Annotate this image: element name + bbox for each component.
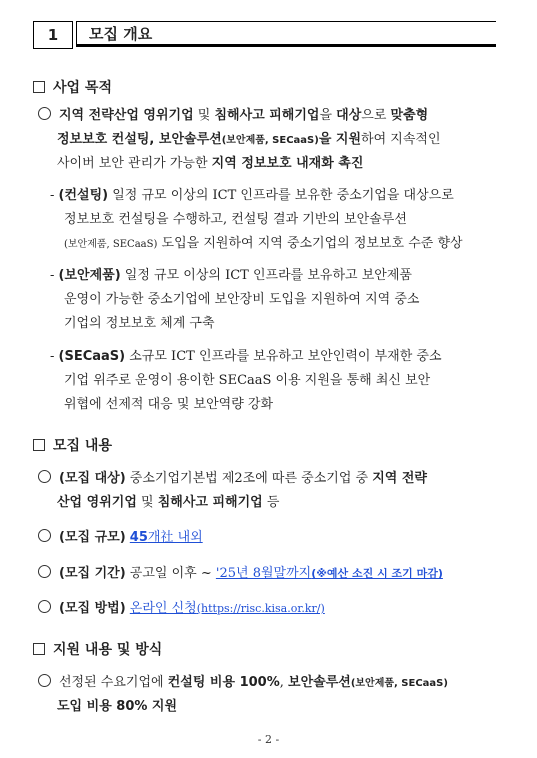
online-apply-link[interactable]: 온라인 신청 — [129, 601, 197, 616]
circle-bullet-icon — [38, 529, 51, 542]
purpose-sub1-line3: (보안제품, SECaaS) 도입을 지원하여 지역 중소기업의 정보보호 수준 향상 — [64, 236, 463, 251]
checkbox-square-icon — [33, 81, 45, 93]
recruit-scale: (모집 규모) 45개社 내외 — [38, 529, 203, 547]
purpose-heading: 사업 목적 — [33, 79, 112, 97]
purpose-main-line2: 정보보호 컨설팅, 보안솔루션(보안제품, SECaaS)을 지원하여 지속적인 — [57, 132, 441, 147]
support-heading: 지원 내용 및 방식 — [33, 641, 162, 659]
recruit-heading: 모집 내용 — [33, 437, 112, 455]
purpose-sub2-line3: 기업의 정보보호 체계 구축 — [64, 316, 215, 331]
purpose-sub3-line3: 위협에 선제적 대응 및 보안역량 강화 — [64, 397, 274, 412]
recruit-target-line2: 산업 영위기업 및 침해사고 피해기업 등 — [57, 495, 280, 510]
circle-bullet-icon — [38, 565, 51, 578]
circle-bullet-icon — [38, 674, 51, 687]
checkbox-square-icon — [33, 643, 45, 655]
section-title: 모집 개요 — [76, 21, 496, 47]
apply-url[interactable]: (https://risc.kisa.or.kr/) — [196, 602, 325, 615]
support-line1: 선정된 수요기업에 컨설팅 비용 100%, 보안솔루션(보안제품, SECaaS) — [38, 674, 448, 693]
section-header — [33, 21, 496, 49]
purpose-sub1-line2: 정보보호 컨설팅을 수행하고, 컨설팅 결과 기반의 보안솔루션 — [64, 212, 407, 227]
checkbox-square-icon — [33, 439, 45, 451]
purpose-sub3-line2: 기업 위주로 운영이 용이한 SECaaS 이용 지원을 통해 최신 보안 — [64, 373, 431, 388]
purpose-sub1-line1: - (컨설팅) 일정 규모 이상의 ICT 인프라를 보유한 중소기업을 대상으로 — [50, 188, 454, 203]
circle-bullet-icon — [38, 107, 51, 120]
section-number: 1 — [33, 21, 73, 49]
circle-bullet-icon — [38, 470, 51, 483]
support-line2: 도입 비용 80% 지원 — [57, 699, 178, 714]
recruit-target-line1: (모집 대상) 중소기업기본법 제2조에 따른 중소기업 중 지역 전략 — [38, 470, 427, 488]
purpose-sub2-line2: 운영이 가능한 중소기업에 보안장비 도입을 지원하여 지역 중소 — [64, 292, 420, 307]
circle-bullet-icon — [38, 600, 51, 613]
purpose-main-line3: 사이버 보안 관리가 가능한 지역 정보보호 내재화 촉진 — [57, 156, 364, 171]
purpose-main-line1: 지역 전략산업 영위기업 및 침해사고 피해기업을 대상으로 맞춤형 — [38, 107, 428, 125]
purpose-sub2-line1: - (보안제품) 일정 규모 이상의 ICT 인프라를 보유하고 보안제품 — [50, 268, 412, 283]
purpose-sub3-line1: - (SECaaS) 소규모 ICT 인프라를 보유하고 보안인력이 부재한 중소 — [50, 349, 442, 364]
recruit-period: (모집 기간) 공고일 이후 ~ '25년 8월말까지(※예산 소진 시 조기 마감) — [38, 565, 443, 583]
page-number: - 2 - — [257, 733, 280, 746]
recruit-method: (모집 방법) 온라인 신청(https://risc.kisa.or.kr/) — [38, 600, 325, 618]
